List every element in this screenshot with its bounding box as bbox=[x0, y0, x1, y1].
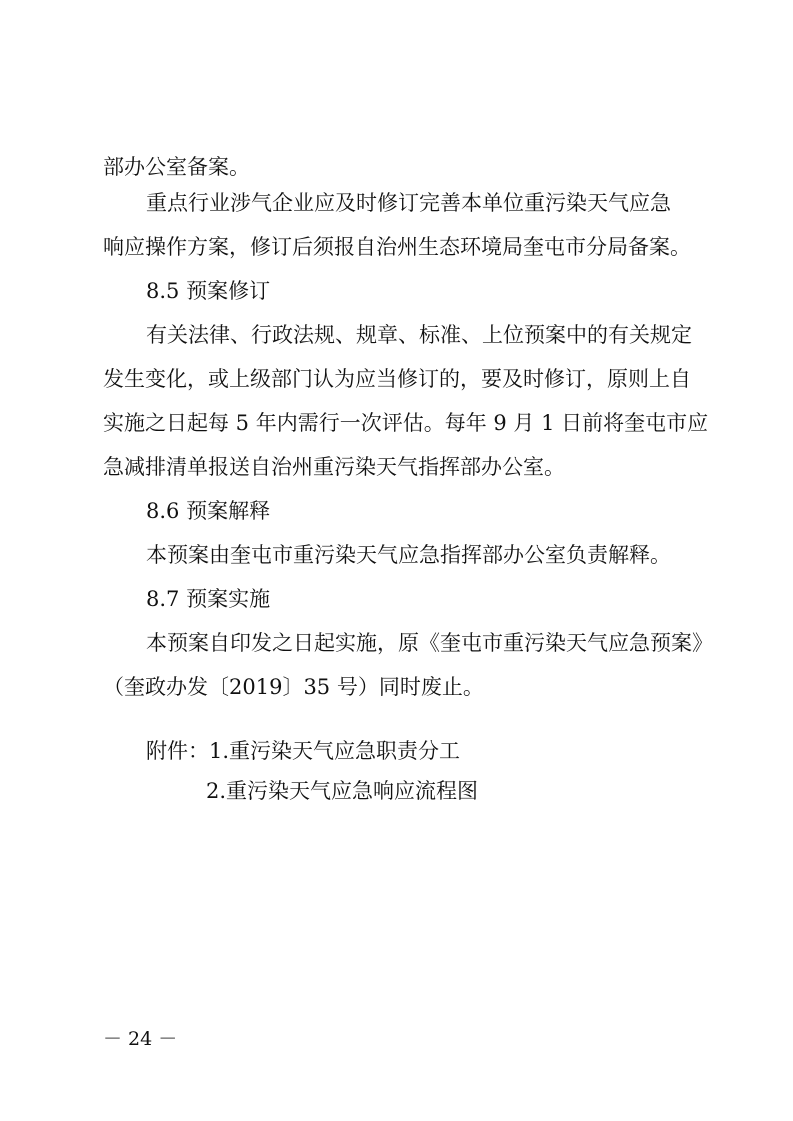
attachment-item-2: 2.重污染天气应急响应流程图 bbox=[206, 779, 479, 803]
section-heading-8-5: 8.5 预案修订 bbox=[146, 279, 271, 303]
paragraph-text: 重点行业涉气企业应及时修订完善本单位重污染天气应急 bbox=[146, 191, 671, 215]
section-heading-8-7: 8.7 预案实施 bbox=[146, 587, 271, 611]
section-heading-8-6: 8.6 预案解释 bbox=[146, 499, 271, 523]
page-number: － 24 － bbox=[103, 1028, 178, 1050]
paragraph-text: 本预案自印发之日起实施，原《奎屯市重污染天气应急预案》 bbox=[146, 631, 713, 655]
paragraph-text: 有关法律、行政法规、规章、标准、上位预案中的有关规定 bbox=[146, 323, 692, 347]
paragraph-text: （奎政办发〔2019〕35 号）同时废止。 bbox=[103, 675, 484, 699]
paragraph-text: 部办公室备案。 bbox=[103, 155, 250, 179]
paragraph-text: 急减排清单报送自治州重污染天气指挥部办公室。 bbox=[103, 455, 565, 479]
paragraph-text: 发生变化，或上级部门认为应当修订的，要及时修订，原则上自 bbox=[103, 367, 691, 391]
paragraph-text: 本预案由奎屯市重污染天气应急指挥部办公室负责解释。 bbox=[146, 543, 671, 567]
attachment-item-1: 附件：1.重污染天气应急职责分工 bbox=[146, 739, 461, 763]
paragraph-text: 响应操作方案，修订后须报自治州生态环境局奎屯市分局备案。 bbox=[103, 235, 691, 259]
paragraph-text: 实施之日起每 5 年内需行一次评估。每年 9 月 1 日前将奎屯市应 bbox=[103, 411, 709, 435]
